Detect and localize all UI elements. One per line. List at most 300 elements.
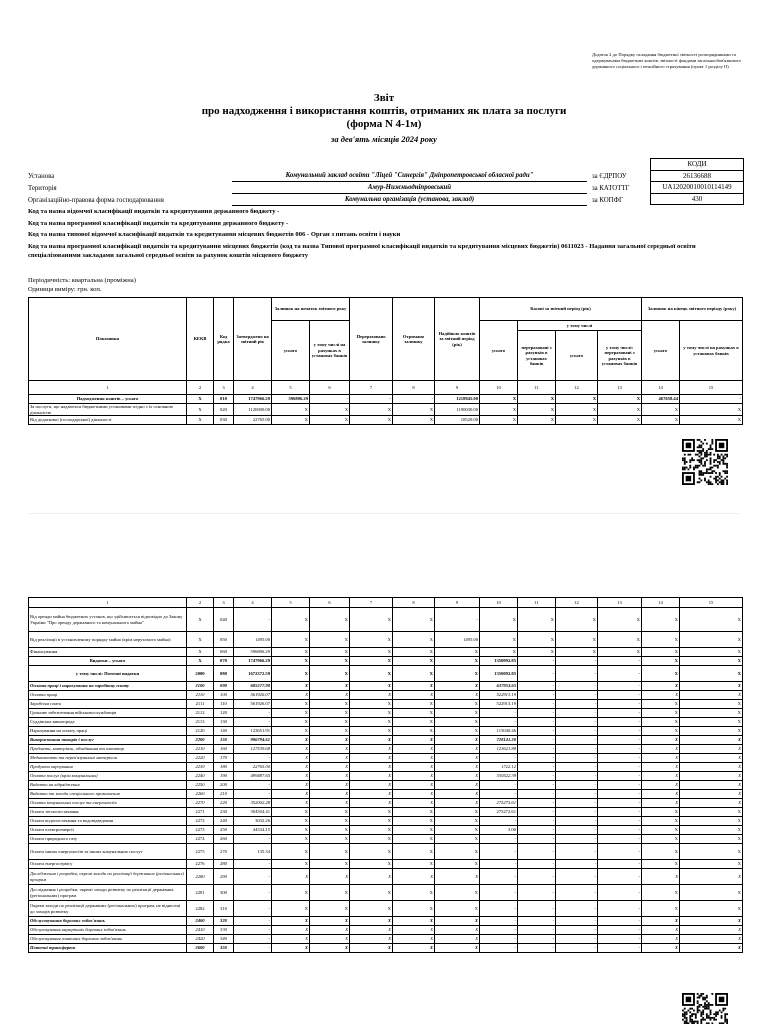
row-value-c8: Х	[393, 666, 435, 682]
row-value-c7: Х	[350, 682, 393, 691]
row-value-c8: Х	[393, 682, 435, 691]
table-row	[29, 404, 743, 416]
row-value-c12: -	[556, 817, 598, 826]
row-kekv: 2600	[187, 944, 214, 953]
row-value-c4: 986794.61	[234, 736, 272, 745]
row-value-c6: Х	[310, 608, 350, 632]
row-value-c4: 127539.68	[234, 745, 272, 754]
row-kekv: 2240	[187, 772, 214, 781]
row-value-c5: Х	[272, 666, 310, 682]
row-value-c9: Х	[435, 657, 480, 666]
row-value-c7: Х	[350, 632, 393, 648]
row-value-c12: -	[556, 727, 598, 736]
row-value-c13: -	[598, 727, 642, 736]
row-value-c4: -	[234, 935, 272, 944]
row-code: 090	[214, 682, 234, 691]
hdr-kekv: КЕКВ	[187, 298, 214, 381]
row-value-c10: 1722.12	[480, 763, 518, 772]
row-kekv: 2400	[187, 917, 214, 926]
row-value-c7: Х	[350, 799, 393, 808]
row-value-c11: -	[518, 799, 556, 808]
row-value-c6: Х	[310, 790, 350, 799]
row-value-c13: -	[598, 935, 642, 944]
row-value-c15: Х	[680, 885, 743, 901]
row-value-c12: -	[556, 799, 598, 808]
row-value-c4: 3032.26	[234, 817, 272, 826]
row-code: 200	[214, 781, 234, 790]
institution-label: Установа	[28, 173, 55, 180]
row-value-c12: -	[556, 736, 598, 745]
row-value-c5: Х	[272, 682, 310, 691]
row-value-c14: Х	[642, 763, 680, 772]
row-value-c7: Х	[350, 745, 393, 754]
row-value-c14: Х	[642, 772, 680, 781]
hdr-start-total: усього	[272, 321, 310, 381]
row-value-c7: Х	[350, 860, 393, 869]
row-value-c13: -	[598, 808, 642, 817]
row-value-c13: -	[598, 944, 642, 953]
row-value-c11: -	[518, 844, 556, 860]
row-value-c6: Х	[310, 917, 350, 926]
row-value-c13: -	[598, 844, 642, 860]
row-value-c6: Х	[310, 700, 350, 709]
row-kekv: 2275	[187, 844, 214, 860]
row-value-c7: Х	[350, 844, 393, 860]
row-value-c14: Х	[642, 648, 680, 657]
row-kekv: 2100	[187, 682, 214, 691]
row-indicator-name: Продукти харчування	[29, 763, 187, 772]
row-value-c12: -	[556, 682, 598, 691]
row-value-c15: Х	[680, 700, 743, 709]
row-value-c14: Х	[642, 926, 680, 935]
hdr-end-total: усього	[642, 321, 680, 381]
row-kekv: Х	[187, 632, 214, 648]
table-row	[29, 935, 743, 944]
row-value-c10: -	[480, 844, 518, 860]
row-indicator-name: Видатки – усього	[29, 657, 187, 666]
row-value-c5: Х	[272, 700, 310, 709]
periodicity: Періодичність: квартальна (проміжна)	[28, 277, 136, 284]
row-value-c14: Х	[642, 799, 680, 808]
row-value-c14: Х	[642, 754, 680, 763]
row-value-c6: Х	[310, 926, 350, 935]
row-value-c4: 352002.28	[234, 799, 272, 808]
row-value-c4: 22765.00	[234, 416, 272, 425]
row-value-c10: 637953.65	[480, 682, 518, 691]
row-value-c8: Х	[393, 869, 435, 885]
row-value-c6: -	[310, 395, 350, 404]
column-number: 4	[234, 381, 272, 395]
table-row	[29, 917, 743, 926]
row-value-c14: Х	[642, 826, 680, 835]
row-value-c4: -	[234, 835, 272, 844]
row-value-c10: 275272.61	[480, 808, 518, 817]
row-kekv: Х	[187, 657, 214, 666]
row-value-c9: Х	[435, 682, 480, 691]
classification-line-2: Код та назва програмної класифікації видатків та кредитування державного бюджету -	[28, 220, 289, 227]
row-value-c8: Х	[393, 860, 435, 869]
row-indicator-name: Надходження коштів – усього	[29, 395, 187, 404]
row-indicator-name: Обслуговування внутрішніх боргових зобов'язань	[29, 926, 187, 935]
row-value-c12: -	[556, 691, 598, 700]
row-kekv: Х	[187, 608, 214, 632]
table-row	[29, 790, 743, 799]
row-value-c9: Х	[435, 901, 480, 917]
row-value-c5: Х	[272, 404, 310, 416]
row-value-c15: Х	[680, 790, 743, 799]
row-value-c11: -	[518, 781, 556, 790]
table-row	[29, 745, 743, 754]
row-value-c15: Х	[680, 772, 743, 781]
row-value-c13: Х	[598, 632, 642, 648]
row-value-c8: Х	[393, 901, 435, 917]
row-value-c12: Х	[556, 416, 598, 425]
row-value-c10: -	[480, 944, 518, 953]
row-value-c12: -	[556, 790, 598, 799]
row-value-c4: -	[234, 608, 272, 632]
row-value-c4: -	[234, 754, 272, 763]
column-number: 11	[518, 381, 556, 395]
row-value-c15: Х	[680, 817, 743, 826]
report-subtitle: про надходження і використання коштів, отриманих як плата за послуги	[201, 105, 567, 117]
row-value-c10: Х	[480, 648, 518, 657]
row-value-c15: Х	[680, 835, 743, 844]
row-value-c12: -	[556, 754, 598, 763]
row-value-c9: Х	[435, 736, 480, 745]
hdr-total-small: усього	[556, 331, 598, 381]
row-value-c4: 1126900.00	[234, 404, 272, 416]
row-value-c6: Х	[310, 835, 350, 844]
row-value-c7: Х	[350, 885, 393, 901]
row-value-c9: Х	[435, 648, 480, 657]
row-value-c13: -	[598, 666, 642, 682]
row-value-c4: -	[234, 917, 272, 926]
row-kekv: 2274	[187, 835, 214, 844]
row-value-c9: Х	[435, 781, 480, 790]
row-value-c8: Х	[393, 608, 435, 632]
katottg-label: за КАТОТТГ	[592, 185, 630, 192]
row-kekv: 2272	[187, 817, 214, 826]
row-value-c12: Х	[556, 608, 598, 632]
row-indicator-name: Оплата енергосервісу	[29, 860, 187, 869]
row-value-c6: Х	[310, 709, 350, 718]
hdr-row-code: Код рядка	[214, 298, 234, 381]
row-indicator-name: Суддівська винагорода	[29, 718, 187, 727]
column-number: 8	[393, 598, 435, 608]
row-value-c8: Х	[393, 826, 435, 835]
row-value-c4: -	[234, 885, 272, 901]
table-row	[29, 648, 743, 657]
row-value-c11: -	[518, 926, 556, 935]
row-value-c8: Х	[393, 885, 435, 901]
hdr-indicators: Показники	[29, 298, 187, 381]
row-value-c9: Х	[435, 926, 480, 935]
row-kekv: 2250	[187, 781, 214, 790]
row-indicator-name: Фінансування	[29, 648, 187, 657]
row-value-c7: Х	[350, 817, 393, 826]
row-value-c5: Х	[272, 808, 310, 817]
row-value-c4: -	[234, 781, 272, 790]
row-code: 230	[214, 808, 234, 817]
row-value-c15: Х	[680, 901, 743, 917]
column-number: 5	[272, 381, 310, 395]
row-kekv: 2410	[187, 926, 214, 935]
row-value-c15: Х	[680, 869, 743, 885]
row-value-c9: Х	[435, 808, 480, 817]
row-value-c8: Х	[393, 718, 435, 727]
hdr-end-incl: у тому числі на рахунках в установах банків	[680, 321, 743, 381]
row-value-c10: -	[480, 754, 518, 763]
table-row	[29, 869, 743, 885]
row-value-c8: Х	[393, 416, 435, 425]
row-value-c7: Х	[350, 917, 393, 926]
column-number: 12	[556, 381, 598, 395]
row-value-c6: Х	[310, 935, 350, 944]
row-value-c5: Х	[272, 691, 310, 700]
row-value-c7: Х	[350, 781, 393, 790]
row-value-c12: -	[556, 944, 598, 953]
hdr-incl-bank: у тому числі: перераховані з рахунків в установах банків	[598, 331, 642, 381]
row-value-c6: Х	[310, 416, 350, 425]
table-row	[29, 727, 743, 736]
row-value-c6: Х	[310, 648, 350, 657]
row-value-c14: Х	[642, 709, 680, 718]
row-value-c14: Х	[642, 817, 680, 826]
row-value-c7: Х	[350, 718, 393, 727]
row-value-c4: 22765.00	[234, 763, 272, 772]
row-value-c5: Х	[272, 935, 310, 944]
row-value-c15: Х	[680, 404, 743, 416]
kopfg-code: 430	[651, 193, 744, 205]
row-value-c5: Х	[272, 648, 310, 657]
row-value-c10: -	[480, 817, 518, 826]
row-value-c8: Х	[393, 727, 435, 736]
row-code: 170	[214, 754, 234, 763]
row-value-c6: Х	[310, 860, 350, 869]
row-value-c7: Х	[350, 657, 393, 666]
qr-code-icon	[682, 439, 728, 485]
row-indicator-name: у тому числі: Поточні видатки	[29, 666, 187, 682]
row-value-c10: 728141.20	[480, 736, 518, 745]
row-value-c4: -	[234, 790, 272, 799]
row-value-c12: -	[556, 835, 598, 844]
row-value-c5: Х	[272, 944, 310, 953]
hdr-balance-start: Залишок на початок звітного року	[272, 298, 350, 321]
row-code: 150	[214, 736, 234, 745]
row-value-c6: Х	[310, 799, 350, 808]
row-value-c11: -	[518, 901, 556, 917]
row-code: 220	[214, 799, 234, 808]
row-value-c4: -	[234, 901, 272, 917]
row-kekv: 2271	[187, 808, 214, 817]
row-kekv: 2220	[187, 754, 214, 763]
row-value-c7: Х	[350, 608, 393, 632]
row-value-c7: Х	[350, 416, 393, 425]
row-value-c8: Х	[393, 648, 435, 657]
row-code: 070	[214, 657, 234, 666]
row-value-c15: Х	[680, 608, 743, 632]
row-value-c10: 1350092.85	[480, 657, 518, 666]
row-value-c7: Х	[350, 869, 393, 885]
row-kekv: Х	[187, 404, 214, 416]
row-value-c8: Х	[393, 917, 435, 926]
row-value-c13: -	[598, 736, 642, 745]
classification-line-3: Код та назва типової відомчої класифікації видатків та кредитування місцевих бюджетів 006 - Орган з питань освіти і науки	[28, 231, 401, 238]
row-value-c13: -	[598, 781, 642, 790]
row-value-c14: Х	[642, 860, 680, 869]
row-value-c11: -	[518, 657, 556, 666]
row-value-c9: Х	[435, 700, 480, 709]
column-number: 15	[680, 598, 743, 608]
row-value-c6: Х	[310, 727, 350, 736]
row-kekv: 2200	[187, 736, 214, 745]
row-value-c13: -	[598, 763, 642, 772]
row-value-c12: -	[556, 869, 598, 885]
row-value-c7: Х	[350, 404, 393, 416]
row-value-c14: Х	[642, 808, 680, 817]
row-value-c13: -	[598, 709, 642, 718]
row-value-c13: Х	[598, 608, 642, 632]
row-value-c5: Х	[272, 772, 310, 781]
row-code: 270	[214, 844, 234, 860]
row-value-c9: -	[435, 608, 480, 632]
table-row	[29, 901, 743, 917]
column-number: 2	[187, 598, 214, 608]
row-value-c9: Х	[435, 944, 480, 953]
row-value-c8: Х	[393, 944, 435, 953]
row-code: 240	[214, 817, 234, 826]
row-value-c13: -	[598, 817, 642, 826]
table-row	[29, 808, 743, 817]
row-value-c9: Х	[435, 727, 480, 736]
row-value-c15: Х	[680, 682, 743, 691]
row-value-c7: Х	[350, 763, 393, 772]
row-value-c8: Х	[393, 763, 435, 772]
row-indicator-name: Оплата теплопостачання	[29, 808, 187, 817]
row-value-c8: Х	[393, 935, 435, 944]
row-value-c15: -	[680, 395, 743, 404]
row-value-c8: Х	[393, 632, 435, 648]
row-value-c6: Х	[310, 944, 350, 953]
row-value-c5: Х	[272, 885, 310, 901]
row-value-c13: -	[598, 835, 642, 844]
row-value-c12: -	[556, 844, 598, 860]
row-value-c7: Х	[350, 772, 393, 781]
row-value-c7: Х	[350, 808, 393, 817]
row-value-c12: -	[556, 808, 598, 817]
row-value-c8: Х	[393, 691, 435, 700]
row-kekv: 2420	[187, 935, 214, 944]
table-row	[29, 754, 743, 763]
row-value-c12: -	[556, 901, 598, 917]
row-code: 010	[214, 395, 234, 404]
row-value-c12: -	[556, 709, 598, 718]
table-row	[29, 657, 743, 666]
row-code: 120	[214, 709, 234, 718]
row-value-c5: Х	[272, 844, 310, 860]
row-value-c15: Х	[680, 844, 743, 860]
row-value-c7: Х	[350, 826, 393, 835]
row-value-c8: Х	[393, 745, 435, 754]
row-value-c4: 596806.29	[234, 648, 272, 657]
row-value-c6: Х	[310, 763, 350, 772]
row-value-c15: Х	[680, 666, 743, 682]
row-value-c4: 1747966.29	[234, 657, 272, 666]
row-value-c8: Х	[393, 700, 435, 709]
row-indicator-name: Від оренди майна бюджетних установ, що здійснюється відповідно до Закону України "Про оренду державного та комунального майна"	[29, 608, 187, 632]
hdr-cash-incl: у тому числі	[518, 321, 642, 331]
row-value-c4: 561926.07	[234, 700, 272, 709]
row-kekv: 2270	[187, 799, 214, 808]
row-code: 330	[214, 926, 234, 935]
row-indicator-name: Використання товарів і послуг	[29, 736, 187, 745]
table-row	[29, 682, 743, 691]
column-number: 13	[598, 381, 642, 395]
row-value-c13: -	[598, 754, 642, 763]
row-value-c11: -	[518, 745, 556, 754]
row-value-c10: -	[480, 709, 518, 718]
row-value-c9: Х	[435, 772, 480, 781]
row-value-c13: -	[598, 700, 642, 709]
row-value-c5: Х	[272, 754, 310, 763]
row-kekv: 2260	[187, 790, 214, 799]
report-form-number: (форма N 4-1м)	[346, 118, 422, 130]
row-value-c11: -	[518, 808, 556, 817]
codes-table	[650, 158, 744, 205]
row-value-c8: Х	[393, 781, 435, 790]
row-value-c5: Х	[272, 416, 310, 425]
row-value-c11: -	[518, 736, 556, 745]
row-value-c8: Х	[393, 657, 435, 666]
row-code: 260	[214, 835, 234, 844]
row-code: 130	[214, 718, 234, 727]
report-period: за дев'ять місяців 2024 року	[331, 134, 437, 144]
row-value-c7: Х	[350, 709, 393, 718]
row-value-c10: -	[480, 781, 518, 790]
row-code: 300	[214, 885, 234, 901]
row-value-c13: -	[598, 799, 642, 808]
row-value-c14: Х	[642, 666, 680, 682]
row-value-c14: Х	[642, 869, 680, 885]
row-code: 280	[214, 860, 234, 869]
row-value-c8: Х	[393, 835, 435, 844]
row-value-c4: -	[234, 860, 272, 869]
row-value-c5: Х	[272, 709, 310, 718]
row-value-c11: -	[518, 885, 556, 901]
institution-value: Комунальний заклад освіти "Ліцей "Синергія" Дніпропетровської обласної ради"	[232, 172, 587, 182]
row-value-c9: Х	[435, 826, 480, 835]
row-value-c11: -	[518, 682, 556, 691]
table-row	[29, 416, 743, 425]
row-value-c4: -	[234, 944, 272, 953]
row-value-c6: Х	[310, 808, 350, 817]
row-value-c11: -	[518, 935, 556, 944]
row-kekv: Х	[187, 416, 214, 425]
row-value-c10: 115040.46	[480, 727, 518, 736]
column-number: 3	[214, 381, 234, 395]
row-value-c6: Х	[310, 901, 350, 917]
row-value-c15: Х	[680, 808, 743, 817]
row-value-c9: 1190030.00	[435, 404, 480, 416]
row-value-c5: 596806.29	[272, 395, 310, 404]
qr-code-icon	[682, 993, 728, 1024]
row-indicator-name: За послуги, що надаються бюджетними установами згідно з їх основною діяльністю	[29, 404, 187, 416]
row-value-c7: Х	[350, 935, 393, 944]
row-value-c14: Х	[642, 844, 680, 860]
row-value-c15: Х	[680, 935, 743, 944]
row-value-c4: 1747966.29	[234, 395, 272, 404]
column-number: 14	[642, 381, 680, 395]
